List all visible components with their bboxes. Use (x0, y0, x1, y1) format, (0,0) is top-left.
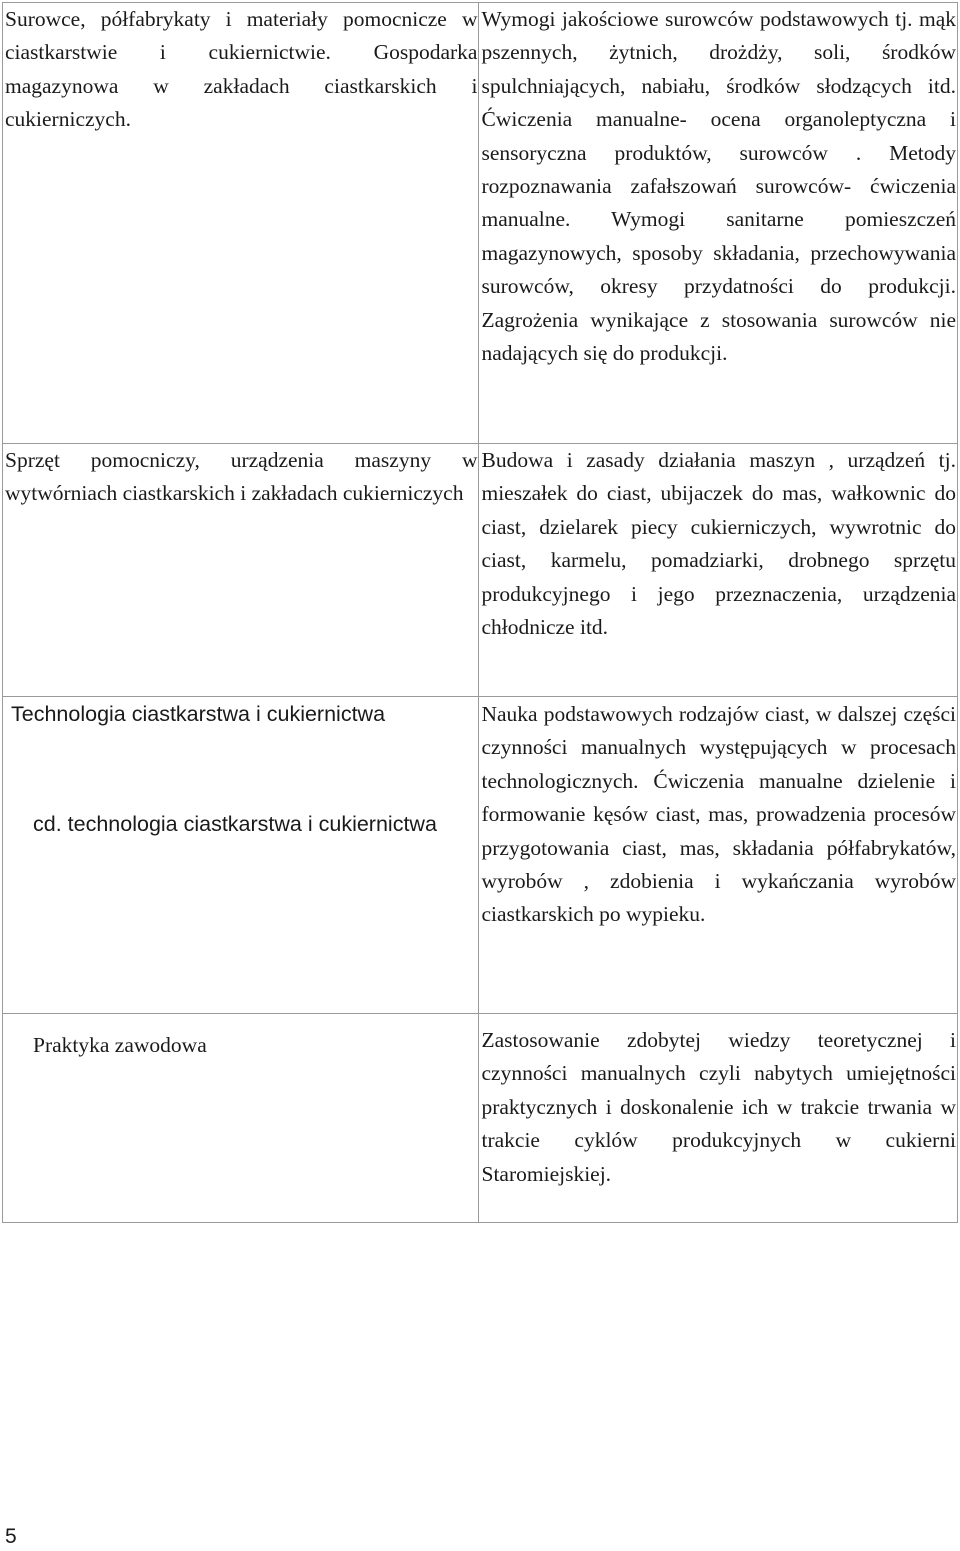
content-cell (479, 697, 958, 1014)
topic-text: Praktyka zawodowa (33, 1033, 207, 1057)
curriculum-table (2, 2, 958, 1223)
content-text: Zastosowanie zdobytej wiedzy teoretycznej i czynności manualnych czyli nabytych umiejętności praktycznych i doskonalenie ich w trakcie trwania w trakcie cyklów produkcyjnych w cukierni Staromiejskiej. (481, 1028, 956, 1186)
table-row (3, 1014, 958, 1223)
content-text: Wymogi jakościowe surowców podstawowych tj. mąk pszennych, żytnich, drożdży, soli, środków spulchniających, nabiału, środków słodzących itd. Ćwiczenia manualne- ocena organoleptyczna i sensoryczna produktów, surowców . Metody rozpoznawania zafałszowań surowców- ćwiczenia manualne. Wymogi sanitarne pomieszczeń magazynowych, sposoby składania, przechowywania surowców, okresy przydatności do produkcji. Zagrożenia wynikające z stosowania surowców nie nadających się do produkcji. (481, 7, 956, 366)
content-text: Nauka podstawowych rodzajów ciast, w dalszej części czynności manualnych występujących w procesach technologicznych. Ćwiczenia manualne dzielenie i formowanie kęsów ciast, mas, prowadzenia procesów przygotowania ciast, mas, składania półfabrykatów, wyrobów , zdobienia i wykańczania wyrobów ciastkarskich po wypieku. (481, 702, 956, 927)
topic-title: Technologia ciastkarstwa i cukiernictwa (11, 702, 386, 726)
topic-text: Surowce, półfabrykaty i materiały pomocnicze w ciastkarstwie i cukiernictwie. Gospodarka magazynowa w zakładach ciastkarskich i cukierniczych. (5, 7, 478, 132)
content-cell (479, 3, 958, 444)
topic-cell (3, 1014, 479, 1223)
topic-text: Sprzęt pomocniczy, urządzenia maszyny w wytwórniach ciastkarskich i zakładach cukierniczych (5, 448, 478, 506)
content-text: Budowa i zasady działania maszyn , urządzeń tj. mieszałek do ciast, ubijaczek do mas, wałkownic do ciast, dzielarek piecy cukierniczych, wywrotnic do ciast, karmelu, pomadziarki, drobnego sprzętu produkcyjnego i jego przeznaczenia, urządzenia chłodnicze itd. (481, 448, 956, 640)
topic-subtitle: cd. technologia ciastkarstwa i cukiernictwa (33, 812, 437, 837)
table-row (3, 3, 958, 444)
topic-cell (3, 444, 479, 697)
topic-cell (3, 3, 479, 444)
page-number: 5 (5, 1525, 17, 1548)
table-row (3, 444, 958, 697)
content-cell (479, 444, 958, 697)
content-cell (479, 1014, 958, 1223)
table-row (3, 697, 958, 1014)
topic-cell (3, 697, 479, 1014)
